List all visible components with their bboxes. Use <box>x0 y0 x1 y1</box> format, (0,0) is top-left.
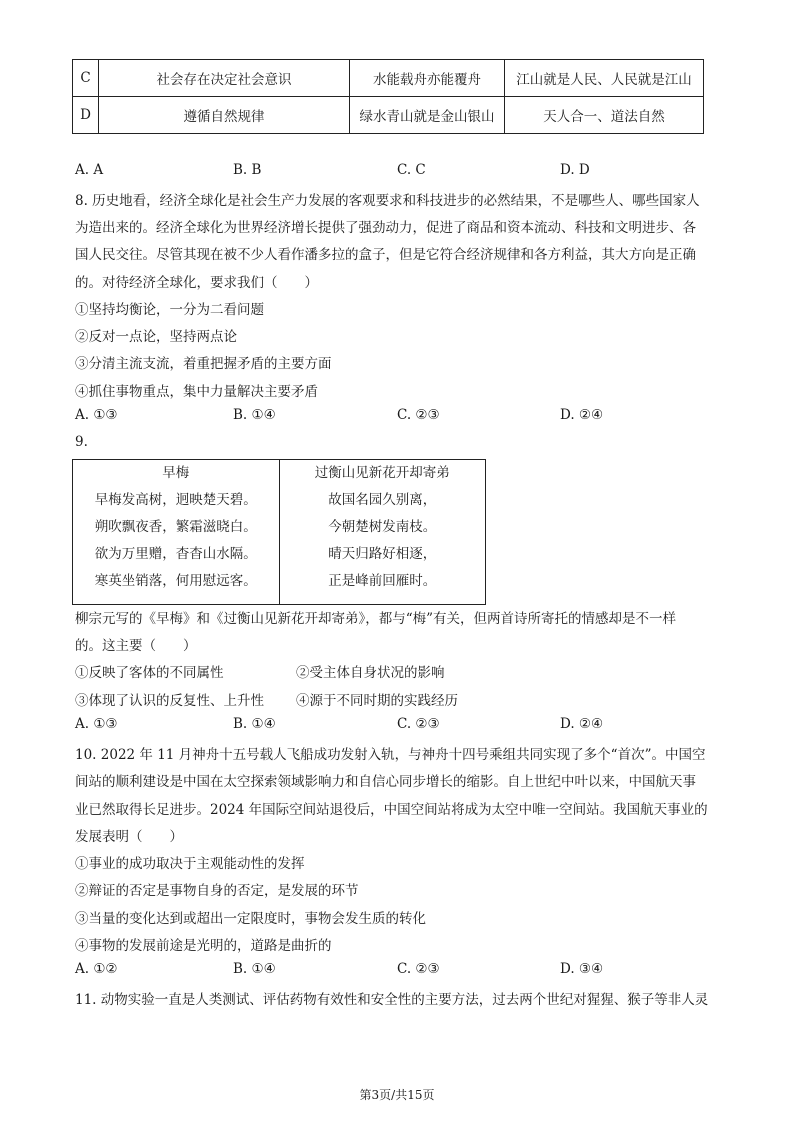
q9-option-b: B. ①④ <box>233 716 276 732</box>
q9-item: ④源于不同时期的实践经历 <box>296 693 458 709</box>
q10-option-b: B. ①④ <box>233 961 276 977</box>
q9-item: ①反映了客体的不同属性 <box>75 665 224 681</box>
table-cell: 江山就是人民、人民就是江山 <box>505 60 704 97</box>
q10-item: ①事业的成功取决于主观能动性的发挥 <box>75 856 305 872</box>
poem-line: 正是峰前回雁时。 <box>328 573 437 589</box>
q10-option-d: D. ③④ <box>560 961 604 977</box>
q9-item: ②受主体自身状况的影响 <box>296 665 445 681</box>
q10-stem-line: 10. 2022 年 11 月神舟十五号载人飞船成功发射入轨，与神舟十四号乘组共同实现了多个“首次”。中国空 <box>75 747 706 763</box>
table-row <box>73 60 704 97</box>
q8-item: ④抓住事物重点，集中力量解决主要矛盾 <box>75 384 318 400</box>
table-cell: 社会存在决定社会意识 <box>99 60 350 97</box>
q9-stem-line: 柳宗元写的《早梅》和《过衡山见新花开却寄弟》，都与“梅”有关，但两首诗所寄托的情感却是不一样 <box>75 611 677 627</box>
q8-stem-line: 的。对待经济全球化，要求我们（ ） <box>75 275 318 291</box>
answer-table <box>72 59 704 134</box>
poem-line: 朔吹飘夜香，繁霜滋晓白。 <box>94 519 257 535</box>
q9-option-c: C. ②③ <box>397 716 440 732</box>
q8-stem-line: 国人民交往。尽管其现在被不少人看作潘多拉的盒子，但是它符合经济规律和各方利益，其大方向是正确 <box>75 247 696 263</box>
table-cell: D <box>73 97 99 134</box>
q10-option-a: A. ①② <box>75 961 118 977</box>
q10-option-c: C. ②③ <box>397 961 440 977</box>
q10-stem-line: 间站的顺利建设是中国在太空探索领域影响力和自信心同步增长的缩影。自上世纪中叶以来，中国航天事 <box>75 774 696 790</box>
poem-line: 寒英坐销落，何用慰远客。 <box>94 573 257 589</box>
poem-left-column <box>73 460 279 604</box>
q10-item: ③当量的变化达到或超出一定限度时，事物会发生质的转化 <box>75 911 426 927</box>
q9-number: 9. <box>75 434 88 450</box>
poem-line: 今朝楚树发南枝。 <box>328 519 437 535</box>
q10-stem-line: 发展表明（ ） <box>75 829 183 845</box>
q8-item: ①坚持均衡论，一分为二看问题 <box>75 302 264 318</box>
q8-item: ③分清主流支流，着重把握矛盾的主要方面 <box>75 356 332 372</box>
q8-option-d: D. ②④ <box>560 407 604 423</box>
table-cell: 水能载舟亦能覆舟 <box>350 60 505 97</box>
table-cell: C <box>73 60 99 97</box>
q8-option-b: B. ①④ <box>233 407 276 423</box>
table-cell: 绿水青山就是金山银山 <box>350 97 505 134</box>
poem-title: 早梅 <box>162 465 190 481</box>
table-cell: 遵循自然规律 <box>99 97 350 134</box>
poem-table <box>72 459 486 605</box>
poem-line: 故国名园久别离， <box>328 492 437 508</box>
q8-stem-line: 8. 历史地看，经济全球化是社会生产力发展的客观要求和科技进步的必然结果，不是哪些人、哪些国家人 <box>75 193 700 209</box>
q9-option-d: D. ②④ <box>560 716 604 732</box>
poem-title: 过衡山见新花开却寄弟 <box>314 465 450 481</box>
table-cell: 天人合一、道法自然 <box>505 97 704 134</box>
q9-option-a: A. ①③ <box>75 716 118 732</box>
poem-line: 欲为万里赠，杳杳山水隔。 <box>94 546 257 562</box>
q10-stem-line: 业已然取得长足进步。2024 年国际空间站退役后，中国空间站将成为太空中唯一空间站。我国航天事业的 <box>75 802 708 818</box>
q7-option-a: A. A <box>75 162 104 178</box>
q8-stem-line: 为造出来的。经济全球化为世界经济增长提供了强劲动力，促进了商品和资本流动、科技和文明进步、各 <box>75 220 696 236</box>
q9-stem-line: 的。这主要（ ） <box>75 638 197 654</box>
q9-item: ③体现了认识的反复性、上升性 <box>75 693 264 709</box>
q10-item: ④事物的发展前途是光明的，道路是曲折的 <box>75 938 332 954</box>
q10-item: ②辩证的否定是事物自身的否定，是发展的环节 <box>75 883 359 899</box>
q8-option-c: C. ②③ <box>397 407 440 423</box>
q8-option-a: A. ①③ <box>75 407 118 423</box>
poem-line: 晴天归路好相逐， <box>328 546 437 562</box>
poem-line: 早梅发高树，迥映楚天碧。 <box>94 492 257 508</box>
poem-right-column <box>279 460 486 604</box>
q8-item: ②反对一点论，坚持两点论 <box>75 329 237 345</box>
table-row <box>73 97 704 134</box>
q7-option-c: C. C <box>397 162 426 178</box>
q11-stem-line: 11. 动物实验一直是人类测试、评估药物有效性和安全性的主要方法，过去两个世纪对猩猩、猴子等非人灵 <box>75 992 709 1008</box>
q7-option-b: B. B <box>233 162 262 178</box>
page-footer: 第3页/共15页 <box>359 1088 435 1102</box>
q7-option-d: D. D <box>560 162 590 178</box>
